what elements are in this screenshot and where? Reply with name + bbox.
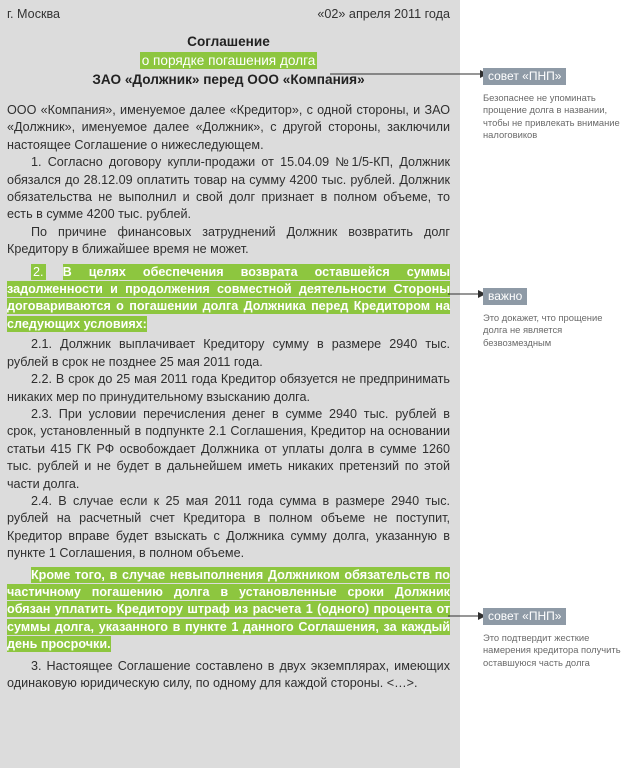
- arrow-3-icon: [448, 612, 488, 632]
- note-text: Безопаснее не упоминать прощение долга в названии, чтобы не привлекать внимание налоговиков: [483, 92, 620, 141]
- clause-2: [7, 264, 450, 334]
- clause-2-highlight: В целях обеспечения возврата оставшейся суммы задолженности и продолжения совместной деятельности Стороны договариваются о погашении долга Должника перед Кредитором на следующих условиях:: [7, 264, 450, 331]
- note-text: Это докажет, что прощение долга не является безвозмездным: [483, 312, 603, 348]
- note-important: [483, 287, 625, 349]
- clause-1: 1. Согласно договору купли-продажи от 15.04.09 №1/5-КП, Должник обязался до 28.12.09 оплатить товар на сумму 4200 тыс. рублей. Должник обязательства не выполнил и свой долг признает в полном объеме, то есть в сумме 4200 тыс. рублей.: [7, 155, 450, 222]
- note-badge: совет «ПНП»: [483, 608, 566, 625]
- clause-1b: По причине финансовых затруднений Должник возвратить долг Кредитору в ближайшее время не может.: [7, 224, 450, 257]
- document-header: [7, 6, 450, 32]
- clause-2-2: 2.2. В срок до 25 мая 2011 года Кредитор обязуется не предпринимать никаких мер по принудительному взысканию долга.: [7, 372, 450, 404]
- date: «02» апреля 2011 года: [317, 7, 450, 21]
- clause-2-5: [7, 567, 450, 654]
- note-text: Это подтвердит жесткие намерения кредитора получить оставшуюся часть долга: [483, 632, 621, 668]
- note-badge: важно: [483, 288, 527, 305]
- arrow-1-icon: [330, 62, 490, 92]
- city: г. Москва: [7, 7, 61, 21]
- title-line-3: ЗАО «Должник» перед ООО «Компания»: [92, 72, 365, 87]
- preamble: ООО «Компания», именуемое далее «Кредитор», с одной стороны, и ЗАО «Должник», именуемое далее «Должник», с другой стороны, заключили настоящее Соглашение о нижеследующем.: [7, 103, 450, 152]
- title-line-2-highlight: о порядке погашения долга: [141, 53, 316, 68]
- clause-2-5-highlight: Кроме того, в случае невыполнения Должником обязательств по частичному погашению долга в установленные сроки Должник обязан уплатить Кредитору штраф из расчета 1 (одного) процента от суммы долга, указанного в пункте 1 данного Соглашения, за каждый день просрочки.: [7, 567, 450, 652]
- clause-2-3: 2.3. При условии перечисления денег в сумме 2940 тыс. рублей в срок, установленный в подпункте 2.1 Соглашения, Кредитор на основании статьи 415 ГК РФ освобождает Должника от уплаты долга в сумме 1260 тыс. рублей и не будет в дальнейшем иметь никаких претензий по этой части долга.: [7, 406, 450, 491]
- note-tip-penalty: [483, 607, 625, 669]
- clause-2-number: 2.: [33, 264, 44, 279]
- note-badge: совет «ПНП»: [483, 68, 566, 85]
- clause-2-1: 2.1. Должник выплачивает Кредитору сумму в размере 2940 тыс. рублей в срок не позднее 25 мая 2011 года.: [7, 337, 450, 369]
- clause-2-4: 2.4. В случае если к 25 мая 2011 года сумма в размере 2940 тыс. рублей на расчетный счет Кредитора в полном объеме не поступит, Кредитор вправе будет взыскать с Должника сумму долга, указанную в пункте 1 Соглашения, в полном объеме.: [7, 493, 450, 561]
- title-line-1: Соглашение: [187, 34, 270, 49]
- arrow-2-icon: [448, 290, 488, 310]
- clause-3: 3. Настоящее Соглашение составлено в двух экземплярах, имеющих одинаковую юридическую силу, по одному для каждой стороны. <…>.: [7, 658, 450, 690]
- note-tip-title: [483, 67, 625, 142]
